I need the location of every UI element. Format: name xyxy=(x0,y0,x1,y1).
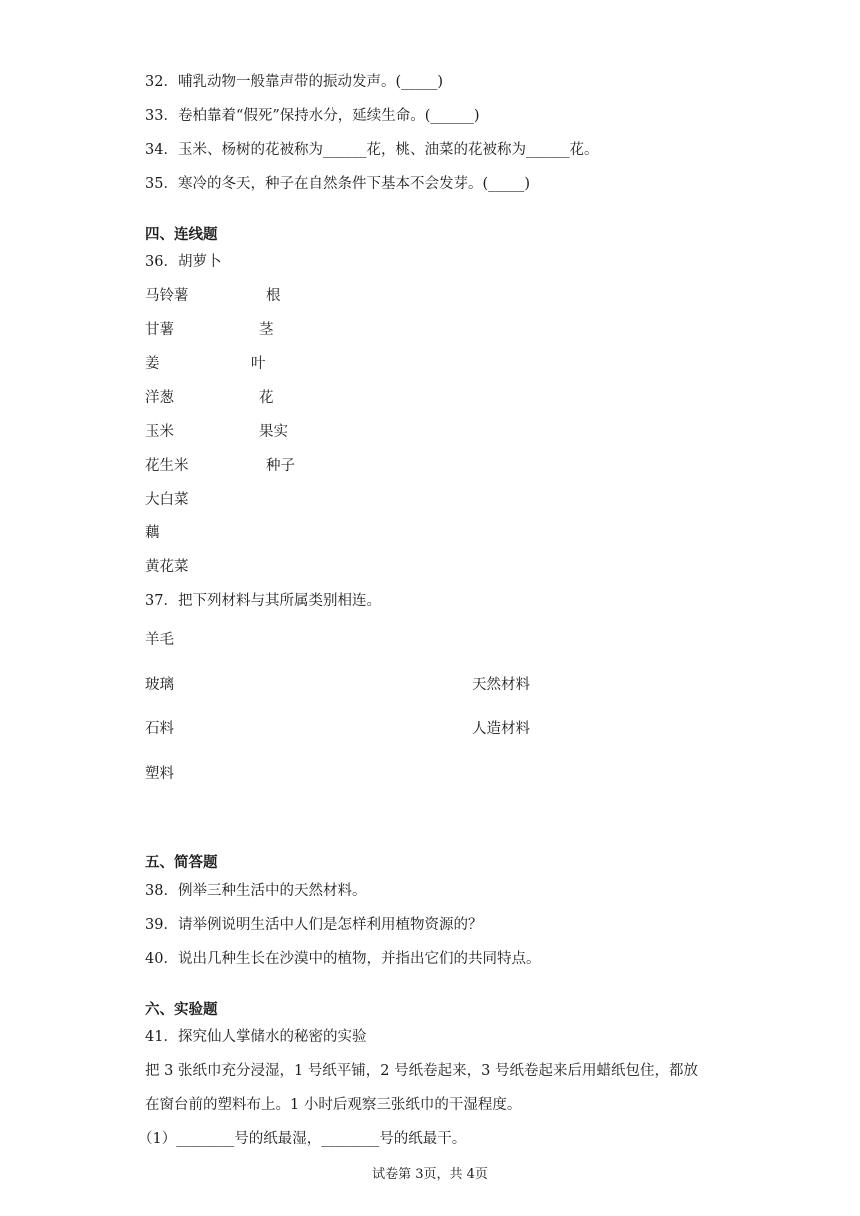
section-heading-experiment: 六、实验题 xyxy=(145,1001,218,1018)
question-41-text: 在窗台前的塑料布上。1 小时后观察三张纸巾的干湿程度。 xyxy=(145,1097,522,1113)
q36-left-item: 洋葱 xyxy=(145,390,174,406)
q37-right-item: 天然材料 xyxy=(472,677,530,693)
section-heading-matching: 四、连线题 xyxy=(145,226,218,243)
section-heading-short-answer: 五、简答题 xyxy=(145,854,218,871)
q37-right-item: 人造材料 xyxy=(472,721,530,737)
q36-left-item: 玉米 xyxy=(145,424,174,440)
q36-right-item: 根 xyxy=(266,288,281,304)
q36-right-item: 花 xyxy=(259,390,274,406)
question-32: 32．哺乳动物一般靠声带的振动发声。(_____) xyxy=(145,74,444,90)
q36-left-item: 藕 xyxy=(145,525,160,541)
q36-left-item: 黄花菜 xyxy=(145,559,189,575)
question-34: 34．玉米、杨树的花被称为______花，桃、油菜的花被称为______花。 xyxy=(145,142,599,158)
question-36-title: 36．胡萝卜 xyxy=(145,254,222,270)
question-37-title: 37．把下列材料与其所属类别相连。 xyxy=(145,593,381,609)
question-40: 40．说出几种生长在沙漠中的植物，并指出它们的共同特点。 xyxy=(145,951,541,967)
q36-right-item: 种子 xyxy=(266,458,295,474)
q36-right-item: 果实 xyxy=(259,424,288,440)
q36-left-item: 大白菜 xyxy=(145,492,189,508)
question-33: 33．卷柏靠着“假死”保持水分，延续生命。(______) xyxy=(145,108,480,124)
q36-left-item: 花生米 xyxy=(145,458,189,474)
question-35: 35．寒冷的冬天，种子在自然条件下基本不会发芽。(_____) xyxy=(145,176,531,192)
q36-right-item: 茎 xyxy=(259,322,274,338)
q37-left-item: 玻璃 xyxy=(145,677,174,693)
q37-left-item: 塑料 xyxy=(145,766,174,782)
question-41-sub-1: （1）________号的纸最湿，________号的纸最干。 xyxy=(138,1131,467,1147)
question-41-text: 把 3 张纸巾充分浸湿，1 号纸平铺，2 号纸卷起来，3 号纸卷起来后用蜡纸包住，都放 xyxy=(145,1063,698,1079)
q36-right-item: 叶 xyxy=(251,356,266,372)
q37-left-item: 石料 xyxy=(145,721,174,737)
question-39: 39．请举例说明生活中人们是怎样利用植物资源的？ xyxy=(145,917,483,933)
question-41-title: 41．探究仙人掌储水的秘密的实验 xyxy=(145,1029,367,1045)
question-38: 38．例举三种生活中的天然材料。 xyxy=(145,883,367,899)
q37-left-item: 羊毛 xyxy=(145,632,174,648)
q36-left-item: 马铃薯 xyxy=(145,288,189,304)
page-footer: 试卷第 3页，共 4页 xyxy=(372,1167,488,1182)
q36-left-item: 甘薯 xyxy=(145,322,174,338)
q36-left-item: 姜 xyxy=(145,356,160,372)
